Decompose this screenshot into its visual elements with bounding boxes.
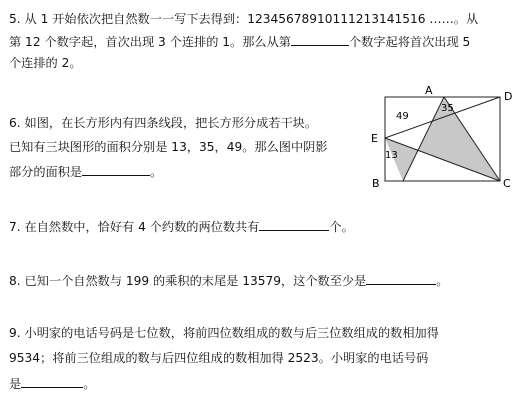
q5-line2-text-b: 个数字起将首次出现 5 (348, 35, 471, 49)
label-a: A (425, 86, 433, 97)
q6-line2: 已知有三块图形的面积分别是 13，35，49。那么图中阴影 (9, 140, 328, 154)
q9-text-a: 是 (9, 377, 22, 391)
area-label-13: 13 (385, 150, 398, 161)
q6-line3-text-b: 。 (150, 165, 163, 179)
rectangle-figure (368, 86, 518, 191)
area-label-49: 49 (396, 111, 409, 122)
q7-text-a: 7. 在自然数中，恰好有 4 个约数的两位数共有 (9, 220, 260, 234)
q7-text-b: 个。 (329, 220, 354, 234)
q9-line3 (9, 375, 95, 392)
q7-line (9, 218, 354, 235)
q6-line3-text-a: 部分的面积是 (9, 165, 83, 179)
q9-answer-blank (21, 375, 83, 388)
q8-text-a: 8. 已知一个自然数与 199 的乘积的末尾是 13579，这个数至少是 (9, 274, 367, 288)
label-c: C (503, 177, 511, 190)
q5-line2-text-a: 第 12 个数字起，首次出现 3 个连排的 1。那么从第 (9, 35, 291, 49)
q9-line2: 9534；将前三位组成的数与后四位组成的数相加得 2523。小明家的电话号码 (9, 351, 429, 365)
q7-answer-blank (259, 218, 329, 231)
label-b: B (372, 177, 380, 190)
q6-line1: 6. 如图，在长方形内有四条线段，把长方形分成若干块。 (9, 116, 318, 130)
area-label-35: 35 (441, 103, 454, 114)
q5-line3: 个连排的 2。 (9, 56, 82, 70)
q8-answer-blank (366, 272, 436, 285)
q5-answer-blank (291, 33, 349, 46)
label-e: E (371, 132, 378, 145)
label-d: D (504, 90, 513, 103)
q5-line1: 5. 从 1 开始依次把自然数一一写下去得到：12345678910111213141516 ……。从 (9, 12, 479, 26)
q6-answer-blank (82, 163, 150, 176)
q9-line1: 9. 小明家的电话号码是七位数，将前四位数组成的数与后三位数组成的数相加得 (9, 326, 439, 340)
q5-line2 (9, 33, 470, 50)
q9-text-b: 。 (83, 377, 96, 391)
q8-text-b: 。 (436, 274, 449, 288)
q6-line3 (9, 163, 162, 180)
q8-line (9, 272, 448, 289)
